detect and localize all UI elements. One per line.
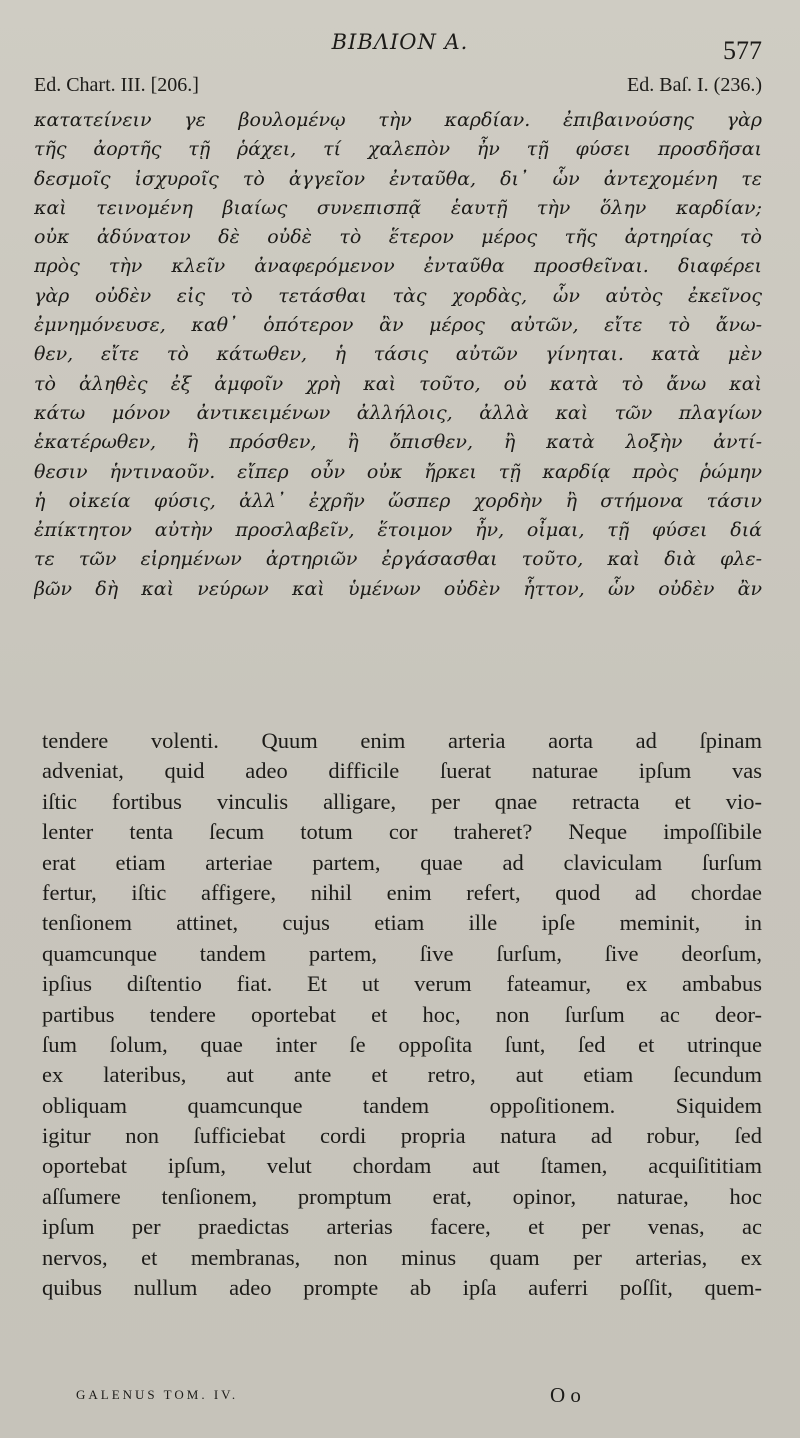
latin-text-line: tenſionem attinet, cujus etiam ille ipſe meminit, in [42, 910, 762, 936]
latin-text-line: adveniat, quid adeo difficile ſuerat naturae ipſum vas [42, 758, 762, 784]
latin-text-line: fertur, iſtic affigere, nihil enim refert, quod ad chordae [42, 879, 762, 905]
latin-text-line: ex lateribus, aut ante et retro, aut etiam ſecundum [42, 1062, 762, 1088]
greek-text-line: τε τῶν εἰρημένων ἀρτηριῶν ἐργάσασθαι τοῦτο, καὶ διὰ φλε- [34, 548, 762, 571]
page-footer [76, 1383, 762, 1413]
latin-text-line: igitur non ſufficiebat cordi propria natura ad robur, ſed [42, 1123, 762, 1149]
greek-text-line: ἐπίκτητον αὐτὴν προσλαβεῖν, ἕτοιμον ἦν, οἶμαι, τῇ φύσει διά [34, 519, 762, 542]
latin-text-line: ſum ſolum, quae inter ſe oppoſita ſunt, ſed et utrinque [42, 1031, 762, 1057]
running-head: ΒΙΒΛΙΟΝ Α. [331, 30, 469, 54]
greek-text-line: γὰρ οὐδὲν εἰς τὸ τετάσθαι τὰς χορδὰς, ὧν αὐτὸς ἐκεῖνος [34, 284, 762, 307]
latin-text-line: partibus tendere oportebat et hoc, non ſurſum ac deor- [42, 1001, 762, 1027]
latin-text-line: quamcunque tandem partem, ſive ſurſum, ſive deorſum, [42, 940, 762, 966]
greek-text-line: θεσιν ἡντιναοῦν. εἴπερ οὖν οὐκ ἤρκει τῇ καρδίᾳ πρὸς ῥώμην [34, 460, 762, 483]
latin-text-line: quibus nullum adeo prompte ab ipſa auferri poſſit, quem- [42, 1275, 762, 1301]
edition-left: Ed. Chart. III. [206.] [34, 74, 199, 96]
greek-text-line: ἐμνημόνευσε, καθ᾽ ὁπότερον ἂν μέρος αὐτῶν, εἴτε τὸ ἄνω- [34, 314, 762, 337]
footer-signature: GALENUS TOM. IV. [76, 1387, 239, 1402]
greek-text-line: δεσμοῖς ἰσχυροῖς τὸ ἀγγεῖον ἐνταῦθα, δι᾽ ὧν ἀντεχομένη τε [34, 167, 762, 190]
latin-text-line: ipſum per praedictas arterias facere, et per venas, ac [42, 1214, 762, 1240]
latin-text-line: ipſius diſtentio fiat. Et ut verum fateamur, ex ambabus [42, 971, 762, 997]
latin-text-line: iſtic fortibus vinculis alligare, per qnae retracta et vio- [42, 788, 762, 814]
greek-text-line: τὸ ἀληθὲς ἐξ ἀμφοῖν χρὴ καὶ τοῦτο, οὐ κατὰ τὸ ἄνω καὶ [34, 372, 762, 395]
latin-text-line: oportebat ipſum, velut chordam aut ſtamen, acquiſititiam [42, 1153, 762, 1179]
latin-text-line: aſſumere tenſionem, promptum erat, opinor, naturae, hoc [42, 1183, 762, 1209]
latin-text-line: obliquam quamcunque tandem oppoſitionem. Siquidem [42, 1092, 762, 1118]
greek-text-line: κάτω μόνον ἀντικειμένων ἀλλήλοις, ἀλλὰ καὶ τῶν πλαγίων [34, 401, 762, 424]
greek-text-line: κατατείνειν γε βουλομένῳ τὴν καρδίαν. ἐπιβαινούσης γὰρ [34, 109, 762, 131]
greek-text-line: τῆς ἀορτῆς τῇ ῥάχει, τί χαλεπὸν ἦν τῇ φύσει προσδῆσαι [34, 138, 762, 161]
greek-text-line: ἑκατέρωθεν, ἢ πρόσθεν, ἢ ὄπισθεν, ἢ κατὰ λοξὴν ἀντί- [34, 431, 762, 454]
greek-text-block [34, 106, 762, 604]
edition-right: Ed. Baſ. I. (236.) [627, 74, 762, 96]
greek-text-line: βῶν δὴ καὶ νεύρων καὶ ὑμένων οὐδὲν ἧττον, ὧν οὐδὲν ἂν [34, 577, 762, 600]
latin-text-line: erat etiam arteriae partem, quae ad claviculam ſurſum [42, 849, 762, 875]
latin-text-block [42, 726, 762, 1303]
latin-text-line: tendere volenti. Quum enim arteria aorta ad ſpinam [42, 728, 762, 753]
greek-text-line: καὶ τεινομένη βιαίως συνεπισπᾷ ἑαυτῇ τὴν ὅλην καρδίαν; [34, 196, 762, 219]
edition-references [34, 74, 762, 97]
greek-text-line: οὐκ ἀδύνατον δὲ οὐδὲ τὸ ἕτερον μέρος τῆς ἀρτηρίας τὸ [34, 226, 762, 249]
greek-text-line: πρὸς τὴν κλεῖν ἀναφερόμενον ἐνταῦθα προσθεῖναι. διαφέρει [34, 255, 762, 278]
latin-text-line: lenter tenta ſecum totum cor traheret? Neque impoſſibile [42, 819, 762, 845]
page-number: 577 [723, 36, 762, 65]
sheet-mark: O o [550, 1383, 581, 1407]
greek-text-line: θεν, εἴτε τὸ κάτωθεν, ἡ τάσις αὐτῶν γίνηται. κατὰ μὲν [34, 343, 762, 366]
latin-text-line: nervos, et membranas, non minus quam per arterias, ex [42, 1244, 762, 1270]
greek-text-line: ἡ οἰκεία φύσις, ἀλλ᾽ ἐχρῆν ὥσπερ χορδὴν ἢ στήμονα τάσιν [34, 489, 762, 512]
